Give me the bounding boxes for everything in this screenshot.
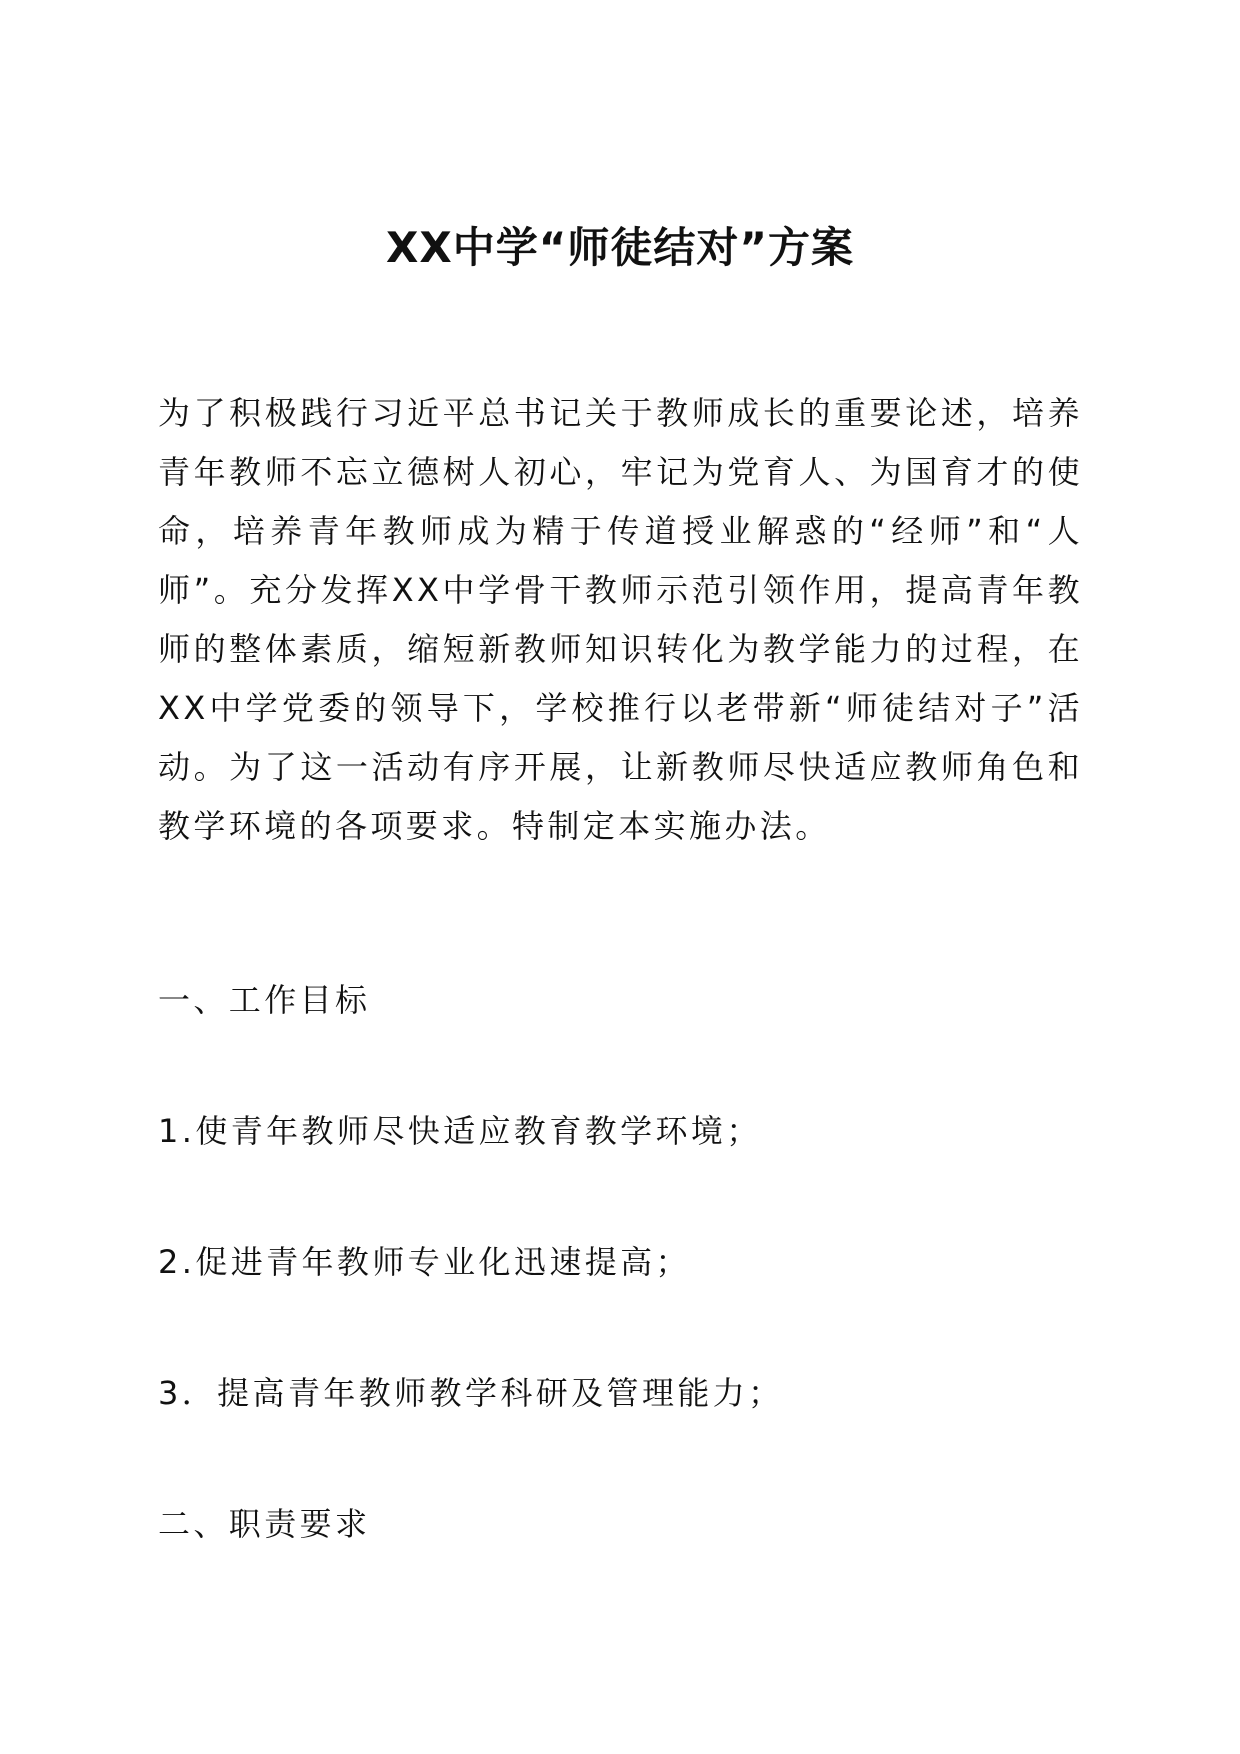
intro-paragraph: 为了积极践行习近平总书记关于教师成长的重要论述，培养青年教师不忘立德树人初心，牢记为党育人、为国育才的使命，培养青年教师成为精于传道授业解惑的“经师”和“人师”。充分发挥XX中学骨干教师示范引领作用，提高青年教师的整体素质，缩短新教师知识转化为教学能力的过程，在XX中学党委的领导下，学校推行以老带新“师徒结对子”活动。为了这一活动有序开展，让新教师尽快适应教师角色和教学环境的各项要求。特制定本实施办法。: [158, 394, 1083, 845]
section-heading-work-goals: 一、工作目标: [158, 981, 371, 1019]
goal-item-3: 3．提高青年教师教学科研及管理能力；: [158, 1374, 784, 1412]
section-heading-responsibilities: 二、职责要求: [158, 1505, 371, 1543]
document-title: XX中学“师徒结对”方案: [386, 223, 854, 272]
goal-item-2: 2.促进青年教师专业化迅速提高；: [158, 1243, 691, 1281]
goal-item-1: 1.使青年教师尽快适应教育教学环境；: [158, 1112, 762, 1150]
